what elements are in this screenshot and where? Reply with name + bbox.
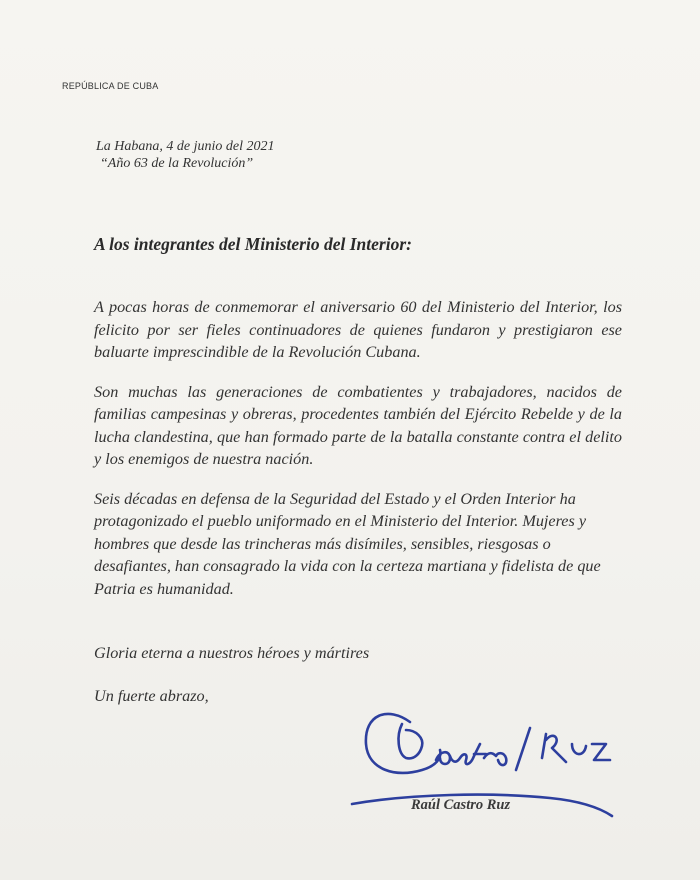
farewell: Un fuerte abrazo, <box>94 687 209 705</box>
signatory-name: Raúl Castro Ruz <box>411 797 511 813</box>
paragraph-3: Seis décadas en defensa de la Seguridad del Estado y el Orden Interior ha protagonizado el pueblo uniformado en el Ministerio del Interior. Mujeres y hombres que desde las trincheras más disímiles, sensibles, riesgosas o desafiantes, han consagrado la vida con la certeza martiana y fidelista de que Patria es humanidad. <box>94 489 601 598</box>
salutation: A los integrantes del Ministerio del Interior: <box>94 234 412 254</box>
closing-line: Gloria eterna a nuestros héroes y mártires <box>94 644 370 662</box>
paragraph-1: A pocas horas de conmemorar el aniversario 60 del Ministerio del Interior, los felicito por ser fieles continuadores de quienes fundaron y prestigiaron ese baluarte imprescindible de la Revolución Cubana. <box>94 298 622 361</box>
letterhead-country: REPÚBLICA DE CUBA <box>62 81 159 91</box>
paragraph-2: Son muchas las generaciones de combatientes y trabajadores, nacidos de familias campesinas y obreras, procedentes también del Ejército Rebelde y de la lucha clandestina, que han formado parte de la batalla constante contra el delito y los enemigos de nuestra nación. <box>94 382 622 468</box>
dateline <box>96 138 275 172</box>
letter-body <box>94 296 622 617</box>
year-motto: “Año 63 de la Revolución” <box>100 156 254 171</box>
place-date: La Habana, 4 de junio del 2021 <box>96 139 275 154</box>
